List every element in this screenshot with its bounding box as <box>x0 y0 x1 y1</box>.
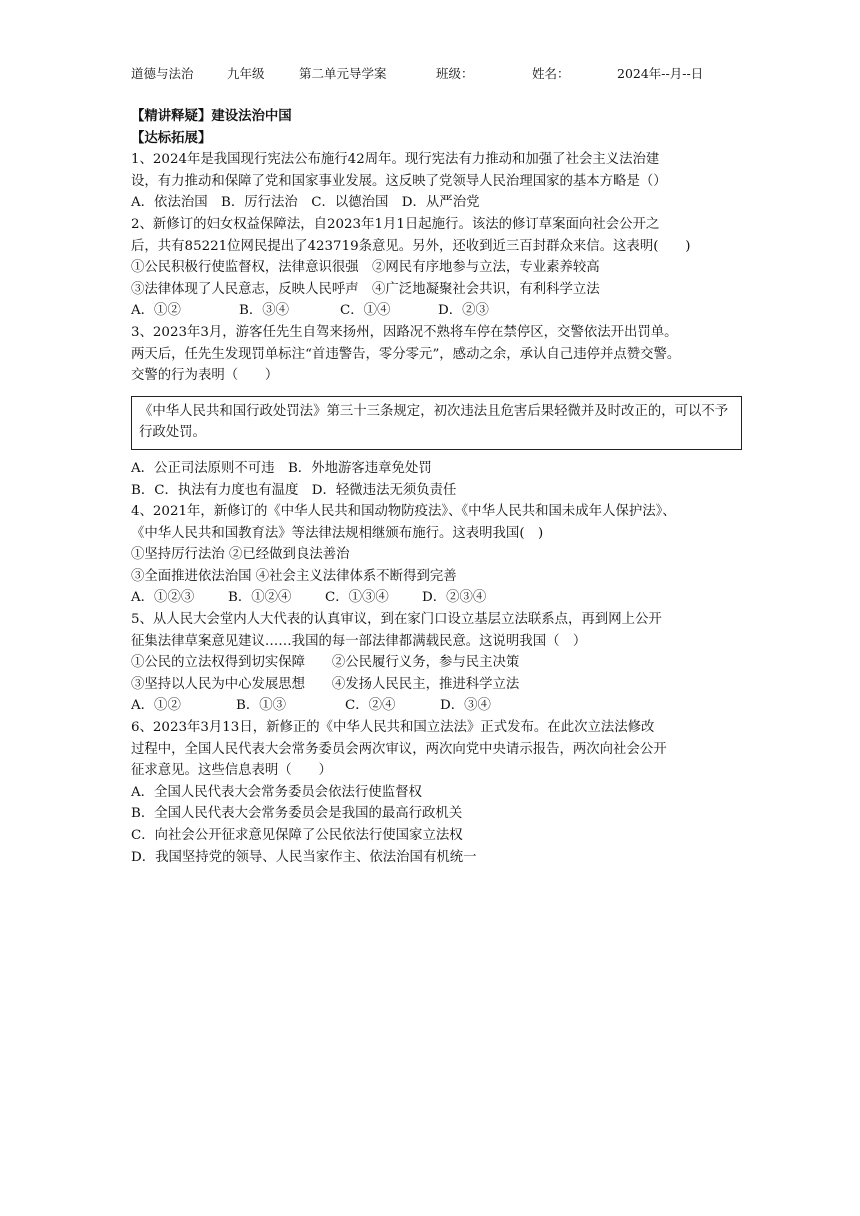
header-unit: 第二单元导学案 <box>299 66 387 81</box>
question-5 <box>131 609 739 717</box>
question-4-option-c: C．①③④ <box>325 590 389 606</box>
header-name-label: 姓名： <box>532 66 570 81</box>
worksheet-body <box>131 106 739 868</box>
question-4-options <box>131 587 739 609</box>
question-6-option-a: A．全国人民代表大会常务委员会依法行使监督权 <box>131 784 422 800</box>
question-4-line-1: 4、2021年，新修订的《中华人民共和国动物防疫法》、《中华人民共和国未成年人保护法》、 <box>131 504 676 520</box>
question-3-line-2: 两天后，任先生发现罚单标注“首违警告，零分零元”，感动之余，承认自己违停并点赞交警。 <box>131 346 681 362</box>
question-4-statement-1: ①坚持厉行法治 ②已经做到良法善治 <box>131 547 350 563</box>
question-1-line-2: 设，有力推动和保障了党和国家事业发展。这反映了党领导人民治理国家的基本方略是（） <box>131 173 667 189</box>
question-5-options <box>131 695 739 717</box>
question-3-options-line-1: A．公正司法原则不可违 B．外地游客违章免处罚 <box>131 460 432 476</box>
question-4-option-d: D．②③④ <box>422 590 487 606</box>
question-6-option-d: D．我国坚持党的领导、人民当家作主、依法治国有机统一 <box>131 849 477 865</box>
question-2-option-c: C．①④ <box>340 303 391 319</box>
question-3-line-1: 3、2023年3月，游客任先生自驾来扬州，因路况不熟将车停在禁停区，交警依法开出罚单。 <box>131 324 678 340</box>
question-2-option-a: A．①② <box>131 303 181 319</box>
question-5-option-c: C．②④ <box>345 698 396 714</box>
question-6-line-2: 过程中，全国人民代表大会常务委员会两次审议，两次向党中央请示报告，两次向社会公开 <box>131 741 667 757</box>
question-3-options-line-2: B．C．执法有力度也有温度 D．轻微违法无须负责任 <box>131 482 457 498</box>
question-5-line-1: 5、从人民大会堂内人大代表的认真审议，到在家门口设立基层立法联系点，再到网上公开 <box>131 612 662 628</box>
header-class-label: 班级： <box>436 66 474 81</box>
question-5-option-a: A．①② <box>131 698 181 714</box>
question-5-option-d: D．③④ <box>440 698 491 714</box>
question-4-option-a: A．①②③ <box>131 590 195 606</box>
question-4 <box>131 501 739 609</box>
law-quote-box: 《中华人民共和国行政处罚法》第三十三条规定，初次违法且危害后果轻微并及时改正的，可以不予行政处罚。 <box>131 396 742 450</box>
question-2-statement-2: ③法律体现了人民意志，反映人民呼声 ④广泛地凝聚社会共识，有利科学立法 <box>131 281 600 297</box>
question-6-option-c: C．向社会公开征求意见保障了公民依法行使国家立法权 <box>131 828 463 843</box>
question-6-line-1: 6、2023年3月13日，新修正的《中华人民共和国立法法》正式发布。在此次立法法修改 <box>131 720 655 736</box>
question-3 <box>131 322 739 501</box>
header-subject: 道德与法治 <box>131 66 194 81</box>
question-2-statement-1: ①公民积极行使监督权，法律意识很强 ②网民有序地参与立法，专业素养较高 <box>131 260 600 276</box>
question-5-statement-2: ③坚持以人民为中心发展思想 ④发扬人民民主，推进科学立法 <box>131 676 520 692</box>
question-1 <box>131 149 739 214</box>
question-2-line-2: 后，共有85221位网民提出了423719条意见。另外，还收到近三百封群众来信。这表明( ) <box>131 238 691 254</box>
question-2-option-d: D．②③ <box>438 303 489 319</box>
question-5-option-b: B．①③ <box>236 698 287 714</box>
question-4-statement-2: ③全面推进依法治国 ④社会主义法律体系不断得到完善 <box>131 568 457 584</box>
question-3-line-3: 交警的行为表明（ ） <box>131 368 279 384</box>
question-6-line-3: 征求意见。这些信息表明（ ） <box>131 763 332 779</box>
question-2-line-1: 2、新修订的妇女权益保障法，自2023年1月1日起施行。该法的修订草案面向社会公开之 <box>131 216 660 232</box>
question-4-line-2: 《中华人民共和国教育法》等法律法规相继颁布施行。这表明我国( ) <box>131 525 544 541</box>
question-6-option-b: B．全国人民代表大会常务委员会是我国的最高行政机关 <box>131 806 463 822</box>
header-grade: 九年级 <box>227 66 265 81</box>
section-title: 【精讲释疑】建设法治中国 <box>131 108 292 124</box>
section-subtitle: 【达标拓展】 <box>131 129 212 146</box>
header-date: 2024年--月--日 <box>617 66 704 81</box>
question-2-options <box>131 300 739 322</box>
question-5-statement-1: ①公民的立法权得到切实保障 ②公民履行义务，参与民主决策 <box>131 655 520 671</box>
question-6 <box>131 717 739 868</box>
question-2-option-b: B．③④ <box>239 303 290 319</box>
question-5-line-2: 征集法律草案意见建议……我国的每一部法律都满载民意。这说明我国（ ） <box>131 633 587 649</box>
question-4-option-b: B．①②④ <box>228 590 292 606</box>
question-1-options: A．依法治国 B．厉行法治 C．以德治国 D．从严治党 <box>131 195 480 211</box>
question-1-line-1: 1、2024年是我国现行宪法公布施行42周年。现行宪法有力推动和加强了社会主义法治建 <box>131 152 660 168</box>
question-2 <box>131 214 739 322</box>
